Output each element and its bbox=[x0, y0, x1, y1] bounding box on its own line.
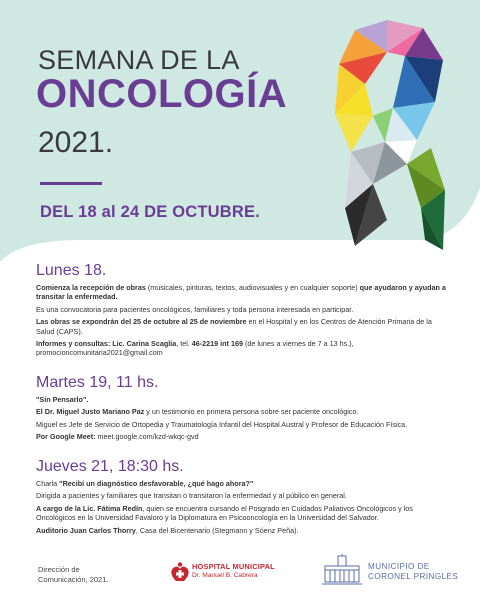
municipio-line-2: CORONEL PRINGLES bbox=[368, 572, 459, 581]
paragraph bbox=[36, 526, 446, 535]
bold-text: Comienza la recepción de obras bbox=[36, 283, 146, 292]
bold-text: El Dr. Miguel Justo Mariano Paz bbox=[36, 407, 145, 417]
bold-text: que ayudaron y ayudan a transitar la enfermedad. bbox=[36, 283, 446, 302]
bold-text: "Recibí un diagnóstico desfavorable, ¿qué hago ahora?" bbox=[59, 479, 254, 488]
bold-text: Auditorio Juan Carlos Thorry bbox=[36, 525, 136, 535]
bold-text: Informes y consultas: Lic. Carina Scaglia bbox=[36, 339, 177, 349]
paragraph: Miguel es Jefe de Servicio de Ortopedia y Traumatología Infantil del Hospital Austral y Profesor de Educación Física. bbox=[36, 419, 408, 429]
paragraph bbox=[36, 283, 446, 302]
title-year: 2021. bbox=[38, 126, 114, 159]
paragraph bbox=[36, 479, 446, 488]
phone-number: 46-2219 int 169 bbox=[191, 339, 243, 349]
paragraph: Es una convocatoria para pacientes oncológicos, familiares y toda persona interesada en participar. bbox=[36, 304, 354, 314]
text: , Casa del Bicentenario (Stegmann y Sóenz Peña). bbox=[135, 525, 299, 535]
bold-text: "Sin Pensarlo". bbox=[36, 395, 89, 404]
text: y un testimonio en primera persona sobre ser paciente oncológico. bbox=[144, 407, 359, 417]
bold-text: Las obras se expondrán del 25 de octubre al 25 de noviembre bbox=[36, 317, 247, 327]
cancer-ribbon-icon bbox=[325, 12, 453, 268]
text: , quien se encuentra cursando el Posgrado en Cuidados Paliativos Oncológicos y los Oncológicos en la Universidad Favaloro y la Diplomatura en Psicooncología en la Universidad del Salvador. bbox=[36, 503, 413, 523]
day-heading: Martes 19, 11 hs. bbox=[36, 374, 159, 391]
credit-line-2: Comunicación, 2021. bbox=[38, 574, 109, 584]
title-line-1: SEMANA DE LA bbox=[38, 45, 240, 75]
paragraph bbox=[36, 317, 446, 336]
day-heading: Jueves 21, 18:30 hs. bbox=[36, 458, 184, 475]
footer-credit bbox=[38, 565, 108, 584]
title-divider bbox=[40, 182, 102, 185]
hospital-subtitle: Dr. Manuel B. Cabrera bbox=[192, 572, 258, 579]
paragraph bbox=[36, 407, 446, 416]
paragraph bbox=[36, 432, 446, 441]
text: , tel. bbox=[176, 339, 192, 349]
section-martes bbox=[36, 374, 446, 445]
paragraph bbox=[36, 339, 446, 358]
paragraph bbox=[36, 504, 446, 523]
text: (musicales, pinturas, textos, audiovisuales y en cualquier soporte) bbox=[145, 283, 360, 292]
title-oncologia: ONCOLOGÍA bbox=[36, 72, 288, 116]
contact-email: promocioncomunitaria2021@gmail.com bbox=[36, 348, 163, 358]
bold-text: Por Google Meet: bbox=[36, 432, 96, 442]
credit-line-1: Dirección de bbox=[38, 565, 80, 574]
municipio-line-1: MUNICIPIO DE bbox=[368, 562, 430, 571]
paragraph bbox=[36, 395, 446, 404]
section-lunes bbox=[36, 262, 446, 361]
text: Charla bbox=[36, 479, 60, 488]
municipio-building-icon bbox=[322, 554, 362, 586]
text: en el Hospital y en los Centros de Atención Primaria de la Salud (CAPS). bbox=[36, 317, 432, 336]
text: (de lunes a viernes de 7 a 13 hs.), bbox=[242, 339, 354, 349]
day-heading: Lunes 18. bbox=[36, 262, 107, 279]
paragraph: Dirigida a pacientes y familiares que transitan o transitaron la enfermedad y al público en general. bbox=[36, 491, 347, 501]
event-dates: DEL 18 al 24 DE OCTUBRE. bbox=[40, 203, 260, 221]
bold-text: A cargo de la Lic. Fátima Redín bbox=[36, 503, 143, 513]
section-jueves bbox=[36, 458, 446, 538]
meet-link: meet.google.com/kzd-wkqc-gvd bbox=[95, 432, 199, 442]
hospital-name: HOSPITAL MUNICIPAL bbox=[192, 562, 275, 571]
